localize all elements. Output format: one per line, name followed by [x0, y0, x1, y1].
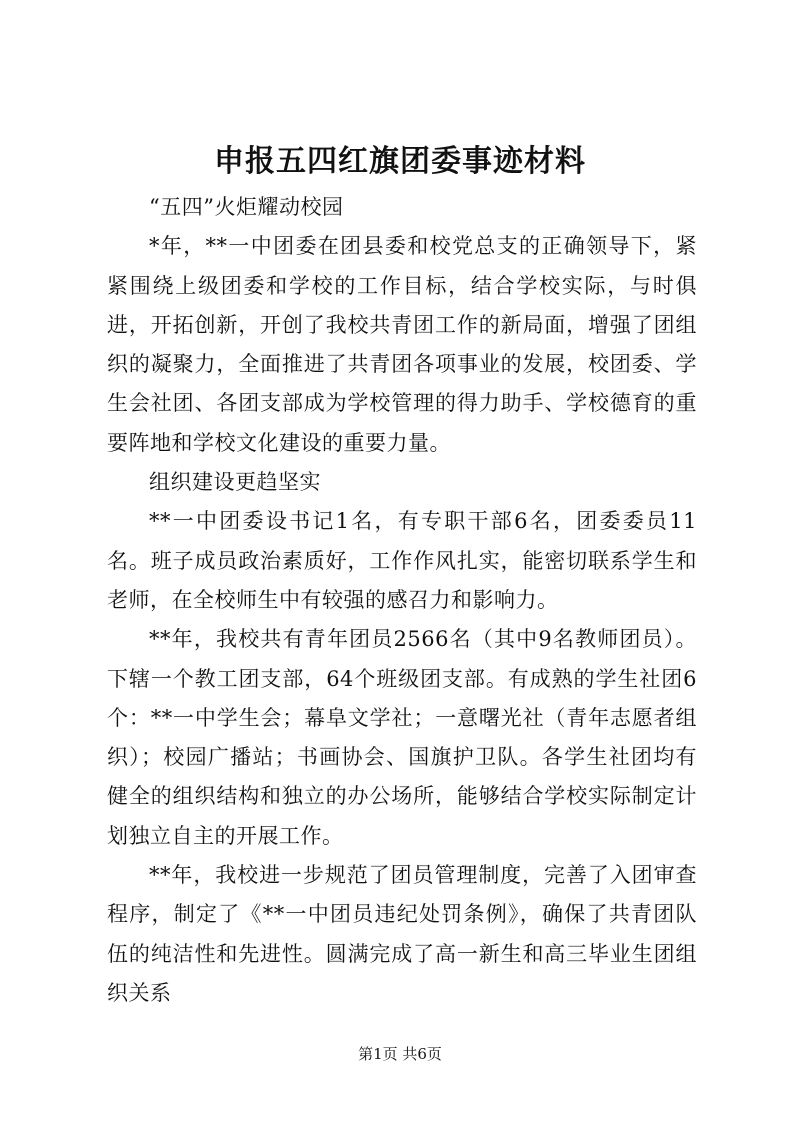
page-number-footer: 第1页 共6页	[358, 1045, 442, 1063]
paragraph-heading-organization: 组织建设更趋坚实	[149, 470, 321, 495]
document-title: 申报五四红旗团委事迹材料	[214, 144, 586, 179]
paragraph-members: **年，我校共有青年团员2566名（其中9名教师团员）。下辖一个教工团支部，64个班级团支部。有成熟的学生社团6个：**一中学生会；幕阜文学社；一意曙光社（青年志愿者组织）；校园广播站；书画协会、国旗护卫队。各学生社团均有健全的组织结构和独立的办公场所，能够结合学校实际制定计划独立自主的开展工作。	[107, 627, 697, 848]
paragraph-heading-wusi: “五四”火炬耀动校园	[149, 195, 344, 219]
paragraph-management: **年，我校进一步规范了团员管理制度，完善了入团审查程序，制定了《**一中团员违纪处罚条例》，确保了共青团队伍的纯洁性和先进性。圆满完成了高一新生和高三毕业生团组织关系	[107, 863, 697, 1005]
paragraph-intro: *年，**一中团委在团县委和校党总支的正确领导下，紧紧围绕上级团委和学校的工作目标，结合学校实际，与时俱进，开拓创新，开创了我校共青团工作的新局面，增强了团组织的凝聚力，全面推进了共青团各项事业的发展，校团委、学生会社团、各团支部成为学校管理的得力助手、学校德育的重要阵地和学校文化建设的重要力量。	[107, 234, 697, 455]
document-body	[107, 188, 697, 1013]
paragraph-committee: **一中团委设书记1名，有专职干部6名，团委委员11名。班子成员政治素质好，工作作风扎实，能密切联系学生和老师，在全校师生中有较强的感召力和影响力。	[107, 509, 697, 612]
